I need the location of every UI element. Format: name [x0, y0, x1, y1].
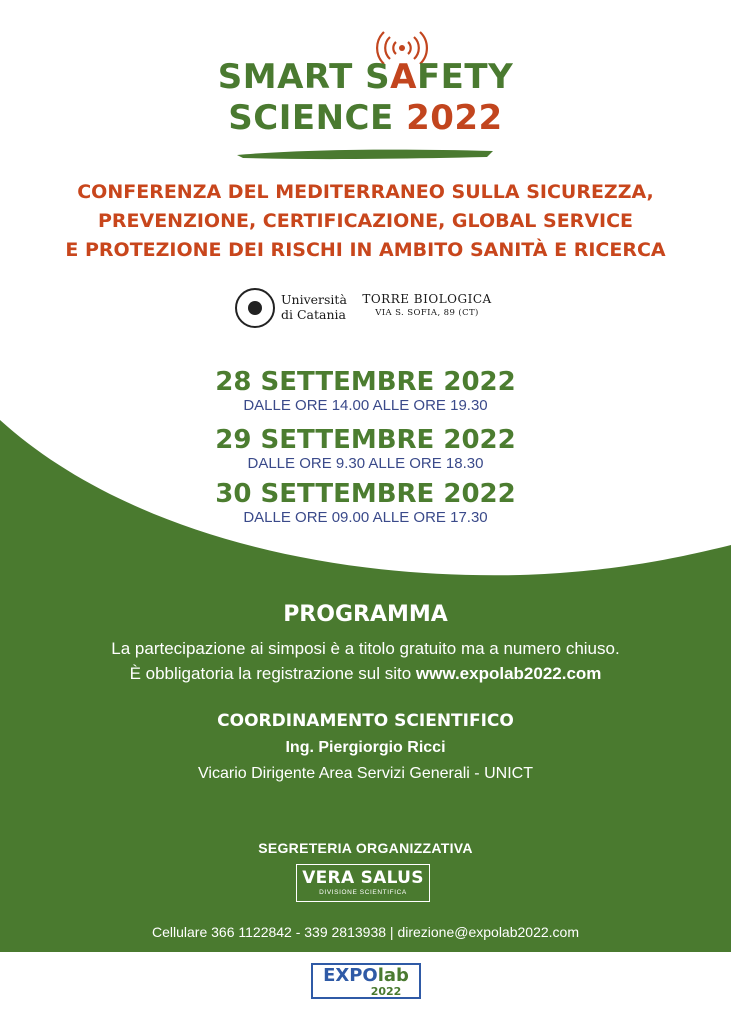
- coordinator-role: Vicario Dirigente Area Servizi Generali - UNICT: [198, 765, 533, 782]
- expolab-logo: [311, 963, 421, 999]
- coordinator-name: Ing. Piergiorgio Ricci: [285, 739, 446, 756]
- conference-subtitle: [0, 178, 731, 265]
- programma-text: [0, 636, 731, 686]
- hours-3: DALLE ORE 09.00 ALLE ORE 17.30: [243, 509, 488, 526]
- brush-underline: [235, 146, 497, 162]
- event-title-line2: [0, 98, 731, 138]
- title-part1: SMART S: [217, 57, 391, 97]
- contact-info: Cellulare 366 1122842 - 339 2813938 | direzione@expolab2022.com: [151, 924, 579, 940]
- date-block-3: [0, 479, 731, 527]
- date-1: 28 SETTEMBRE 2022: [215, 367, 516, 397]
- programma-line1: La partecipazione ai simposi è a titolo gratuito ma a numero chiuso.: [111, 639, 620, 658]
- vera-salus-division: DIVISIONE SCIENTIFICA: [319, 889, 407, 896]
- subtitle-line3: E PROTEZIONE DEI RISCHI IN AMBITO SANITÀ E RICERCA: [65, 239, 666, 261]
- university-line1: Università: [281, 292, 347, 307]
- venue-name: TORRE BIOLOGICA: [362, 292, 492, 306]
- subtitle-line2: PREVENZIONE, CERTIFICAZIONE, GLOBAL SERVICE: [97, 210, 634, 232]
- title-science: SCIENCE: [228, 98, 394, 138]
- expolab-part2: lab: [377, 965, 409, 986]
- title-accent-letter: A: [390, 57, 417, 97]
- date-3: 30 SETTEMBRE 2022: [215, 479, 516, 509]
- title-year: 2022: [406, 98, 503, 138]
- title-part2: FETY: [416, 57, 514, 97]
- vera-salus-logo: [296, 864, 430, 902]
- hours-1: DALLE ORE 14.00 ALLE ORE 19.30: [243, 397, 488, 414]
- programma-line2-text: È obbligatoria la registrazione sul sito: [129, 664, 416, 683]
- date-block-2: [0, 425, 731, 473]
- expolab-year: 2022: [370, 985, 402, 998]
- vera-salus-name: VERA SALUS: [302, 868, 424, 888]
- partner-logos: [235, 288, 505, 328]
- date-block-1: [0, 367, 731, 415]
- segreteria-title: SEGRETERIA ORGANIZZATIVA: [258, 840, 473, 856]
- subtitle-line1: CONFERENZA DEL MEDITERRANEO SULLA SICUREZZA,: [77, 181, 654, 203]
- programma-title: PROGRAMMA: [283, 602, 448, 627]
- venue-address: VIA S. SOFIA, 89 (CT): [375, 308, 479, 318]
- venue-logo: [357, 292, 497, 318]
- university-line2: di Catania: [281, 307, 346, 322]
- expolab-wordmark: [313, 966, 419, 986]
- programma-line2: [0, 661, 731, 686]
- date-2: 29 SETTEMBRE 2022: [215, 425, 516, 455]
- university-seal-icon: [235, 288, 275, 328]
- university-name: [281, 292, 347, 322]
- coordinamento-title: COORDINAMENTO SCIENTIFICO: [217, 711, 514, 731]
- event-title-line1: [0, 57, 731, 97]
- registration-website-link[interactable]: www.expolab2022.com: [415, 664, 602, 683]
- expolab-part1: EXPO: [323, 965, 378, 986]
- hours-2: DALLE ORE 9.30 ALLE ORE 18.30: [247, 455, 484, 472]
